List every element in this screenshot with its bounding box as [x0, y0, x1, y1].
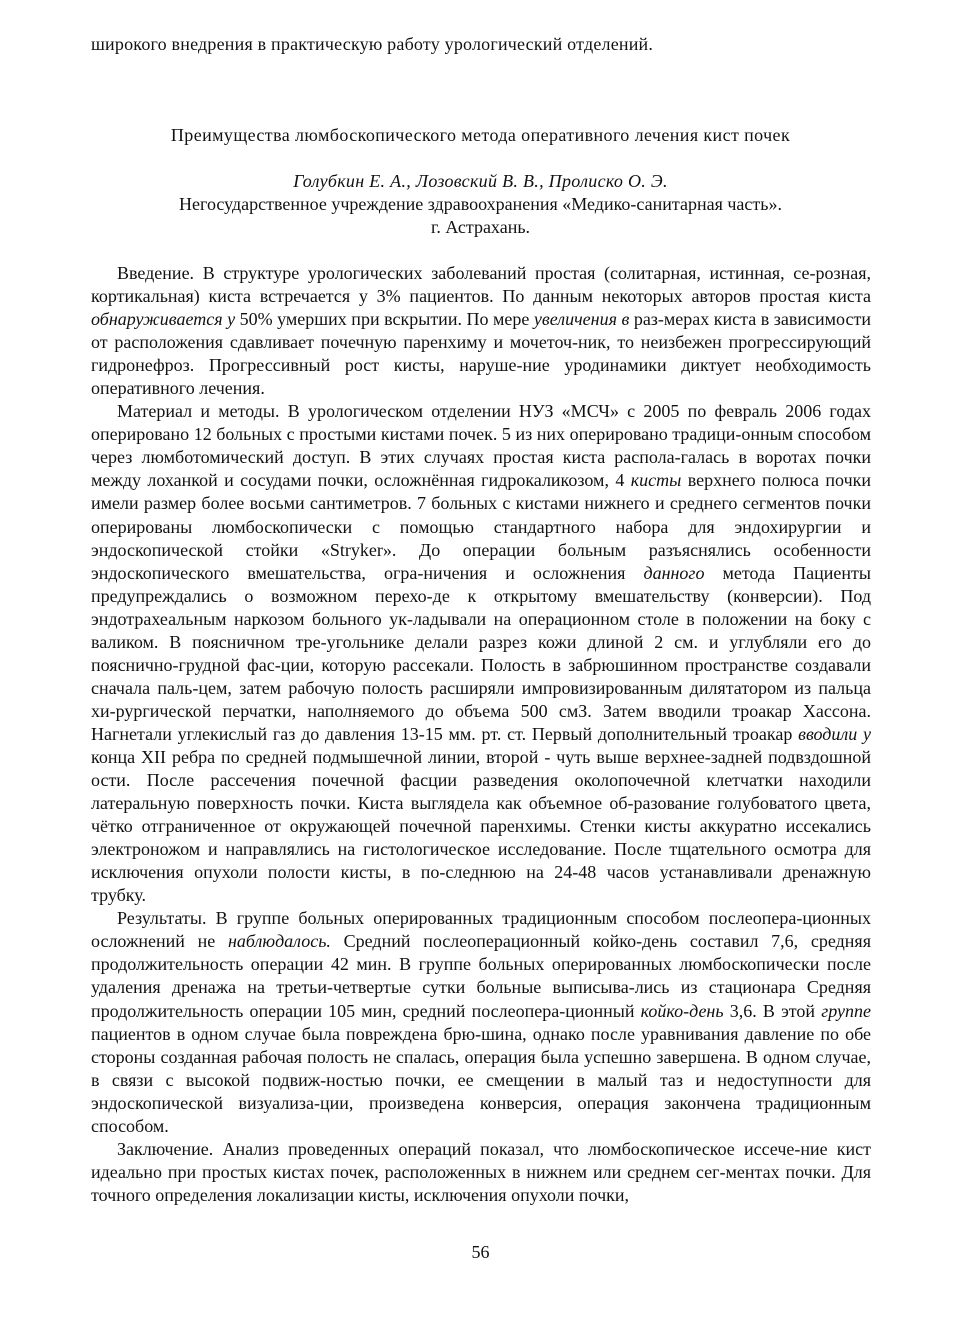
byline — [60, 170, 901, 239]
text-run: верхнего полюса почки имели размер более восьми сантиметров. 7 больных с кистами нижнего и среднего сегментов почки оперированы люмбоскопически с помощью стандартного набора для эндохирургии и эндоскопической стойки «Stryker». До операции больным разъяснялись особенности эндоскопического вмешательства, огра-ничения и осложнения — [91, 470, 872, 583]
institution: Негосударственное учреждение здравоохранения «Медико-санитарная часть». — [179, 194, 782, 214]
italic-text-run: наблюдалось. — [228, 931, 331, 952]
paragraph-introduction — [91, 262, 871, 400]
text-run: Результаты. В группе больных оперированных традиционным способом послеопера-ционных осложнений не — [91, 908, 871, 952]
italic-text-run: данного — [643, 562, 705, 583]
article-body — [91, 262, 871, 1207]
article-title: Преимущества люмбоскопического метода оперативного лечения кист почек — [170, 125, 791, 145]
authors: Голубкин Е. А., Лозовский В. В., Пролиско О. Э. — [293, 171, 668, 191]
text-run: раз-мерах киста в зависимости от расположения сдавливает почечную паренхиму и мочеточ-ник, то неизбежен прогрессирующий гидронефроз. Прогрессивный рост кисты, наруше-ние уродинамики диктует необходимость оперативного лечения. — [91, 309, 871, 399]
italic-text-run: вводили у — [798, 723, 871, 744]
text-run: Материал и методы. В урологическом отделении НУЗ «МСЧ» с 2005 по февраль 2006 годах оперировано 12 больных с простыми кистами почек. 5 из них оперировано традици-онным способом через люмботомический доступ. В этих случаях простая киста распола-галась в воротах почки между лоханкой и сосудами почки, осложнённая гидрокаликозом, 4 — [91, 401, 871, 491]
city: г. Астрахань. — [430, 217, 531, 237]
italic-text-run: группе — [821, 1000, 871, 1021]
text-run: 3,6. В этой — [723, 1000, 822, 1021]
paragraph-results — [91, 907, 871, 1137]
paragraph-conclusion — [91, 1138, 871, 1207]
paragraph-materials-methods — [91, 400, 871, 907]
carry-over-line: широкого внедрения в практическую работу урологический отделений. — [91, 34, 654, 54]
text-run: конца XII ребра по средней подмышечной линии, второй - чуть выше верхнее-задней подвздошной ости. После рассечения почечной фасции разведения околопочечной клетчатки находили латеральную поверхность почки. Киста выглядела как объемное об-разование голубоватого цвета, чётко отграниченное от окружающей почечной паренхимы. Стенки кисты аккуратно иссекались электроножом и направлялись на гистологическое исследование. После тщательного осмотра для исключения опухоли полости кисты, в по-следнюю на 24-48 часов устанавливали дренажную трубку. — [91, 746, 871, 906]
text-run: Введение. В структуре урологических заболеваний простая (солитарная, истинная, се-розная, кортикальная) киста встречается у 3% пациентов. По данным некоторых авторов простая киста — [91, 263, 871, 307]
italic-text-run: обнаруживается у — [91, 309, 236, 330]
text-run: метода Пациенты предупреждались о возможном перехо-де к открытому вмешательству (конверсии). Под эндотрахеальным наркозом больного ук-ладывали на операционном столе в положении на боку с валиком. В поясничном тре-угольнике делали разрез кожи длиной 2 см. и углубляли его до пояснично-грудной фас-ции, которую рассекали. Полость в забрюшинном пространстве создавали сначала паль-цем, затем рабочую полость расширяли импровизированным дилятатором из пальца хи-рургической перчатки, наполняемого до объема 500 смЗ. Затем вводили троакар Хассона. Нагнетали углекислый газ до давления 13-15 мм. рт. ст. Первый дополнительный троакар — [91, 562, 871, 744]
text-run: Заключение. Анализ проведенных операций показал, что люмбоскопическое иссече-ние кист идеально при простых кистах почек, расположенных в нижнем или среднем сег-ментах почки. Для точного определения локализации кисты, исключения опухоли почки, — [91, 1138, 871, 1205]
page-number: 56 — [471, 1242, 490, 1262]
text-run: 50% умерших при вскрытии. По мере — [235, 309, 534, 330]
italic-text-run: койко-день — [640, 1000, 724, 1021]
text-run: Средний послеоперационный койко-день составил 7,6, средняя продолжительность операции 42 мин. В группе больных оперированных люмбоскопически после удаления дренажа на третьи-четвертые сутки больные выписыва-лись из стационара Средняя продолжительность операции 105 мин, средний послеопера-ционный — [91, 931, 871, 1021]
text-run: пациентов в одном случае была повреждена брю-шина, однако после уравнивания давление по обе стороны созданная рабочая полость не спалась, операция была успешно завершена. В одном случае, в связи с высокой подвиж-ностью почки, ее смещении в малый таз и недоступности для эндоскопической визуализа-ции, произведена конверсия, операция закончена традиционным способом. — [91, 1023, 871, 1136]
italic-text-run: кисты — [630, 470, 682, 491]
italic-text-run: увеличения в — [533, 309, 630, 330]
